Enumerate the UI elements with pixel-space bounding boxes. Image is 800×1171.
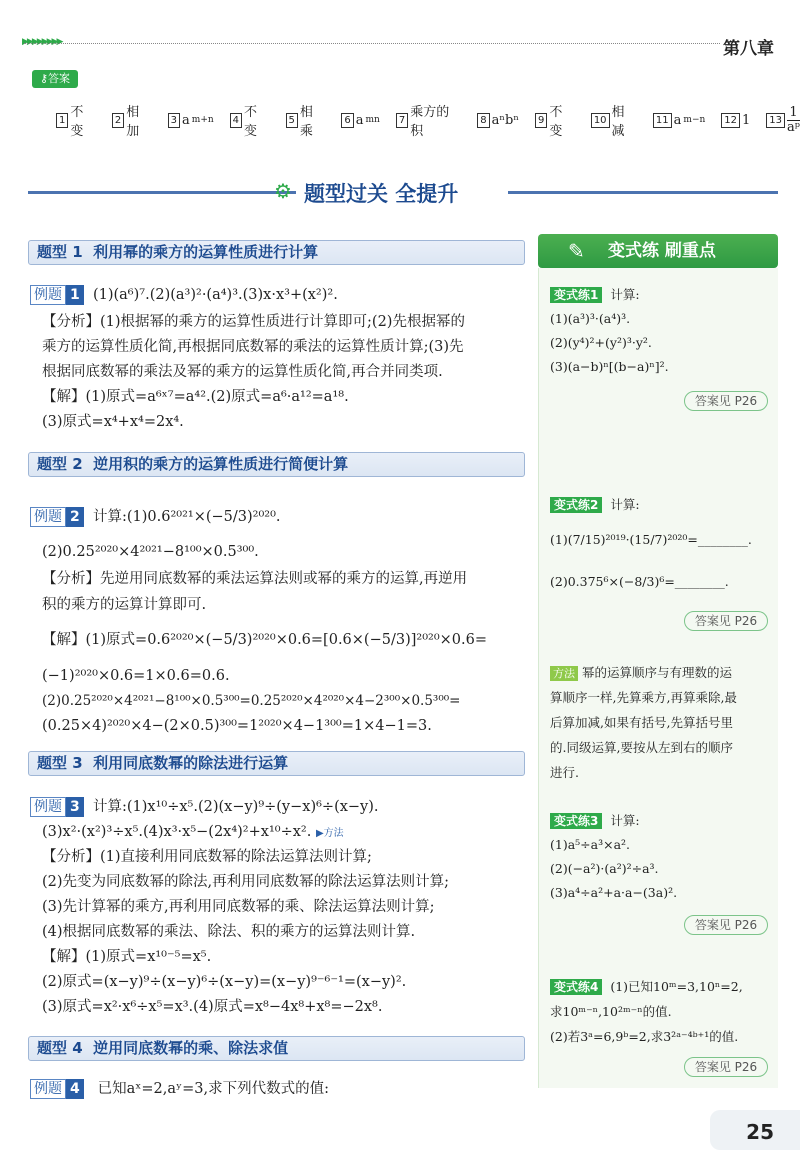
answer-text: 1: [742, 112, 751, 128]
type-3-bar: 题型 3 利用同底数幂的除法进行运算: [28, 751, 525, 776]
answer-text: 不变: [244, 105, 258, 139]
answer-text: 相减: [611, 105, 625, 139]
type-4-bar: 题型 4 逆用同底数幂的乘、除法求值: [28, 1036, 525, 1061]
method-link[interactable]: ▶方法: [315, 828, 344, 839]
example-1-question: 例题 1 (1)(a⁶)⁷.(2)(a³)²·(a⁴)³.(3)x·x³+(x²)².: [30, 283, 338, 308]
answer-item: [112, 101, 152, 139]
example-2-solution-3: (2)0.25²⁰²⁰×4²⁰²¹−8¹⁰⁰×0.5³⁰⁰=0.25²⁰²⁰×4²⁰²⁰×4−2³⁰⁰×0.5³⁰⁰=: [42, 693, 461, 709]
example-2-analysis-2: 积的乘方的运算计算即可.: [42, 597, 207, 613]
answer-item: [591, 101, 637, 139]
answer-item: 3 a m+n: [168, 113, 214, 128]
example-2-solution-2: (−1)²⁰²⁰×0.6=1×0.6=0.6.: [42, 668, 230, 684]
example-2-solution-1: 【解】(1)原式=0.6²⁰²⁰×(−5/3)²⁰²⁰×0.6=[0.6×(−5/3)]²⁰²⁰×0.6=: [42, 632, 487, 648]
student-icon: ✎: [568, 239, 585, 263]
variant-3-title: 变式练3 计算:: [550, 809, 640, 833]
answer-text: aⁿbⁿ: [491, 112, 519, 128]
answer-number: 12: [721, 113, 740, 128]
header-rule: [24, 43, 720, 44]
section-rule-right: [508, 191, 778, 194]
answer-text: a: [355, 112, 364, 128]
see-answer-button-3[interactable]: 答案见 P26: [684, 915, 768, 935]
answer-number: 8: [477, 113, 489, 128]
answer-text: 乘方的积: [410, 105, 450, 139]
variant-4-line-3: (2)若3ᵃ=6,9ᵇ=2,求3²ᵃ⁻⁴ᵇ⁺¹的值.: [550, 1029, 739, 1044]
see-answer-button-1[interactable]: 答案见 P26: [684, 391, 768, 411]
answer-number: 1: [56, 113, 68, 128]
answer-number: 6: [341, 113, 353, 128]
answer-number: 10: [591, 113, 610, 128]
fraction-denominator: aᵖ: [787, 119, 800, 135]
answer-number: 11: [653, 113, 672, 128]
example-4-question: 例题 4 已知aˣ=2,aʸ=3,求下列代数式的值:: [30, 1077, 329, 1102]
answer-item: [477, 113, 519, 128]
variant-2-title: 变式练2 计算:: [550, 493, 640, 517]
answer-number: 5: [286, 113, 298, 128]
variant-3-line-3: (3)a⁴÷a²+a·a−(3a)².: [550, 885, 678, 900]
answer-item: [535, 101, 575, 139]
example-1-analysis-1: 【分析】(1)根据幂的乘方的运算性质进行计算即可;(2)先根据幂的: [42, 314, 465, 330]
variant-4-line-1: 变式练4 (1)已知10ᵐ=3,10ⁿ=2,: [550, 975, 743, 999]
example-3-analysis-3: (3)先计算幂的乘方,再利用同底数幂的乘、除法运算法则计算;: [42, 899, 435, 915]
key-icon: ⚷: [39, 72, 49, 85]
example-2-question-1: 例题 2 计算:(1)0.6²⁰²¹×(−5/3)²⁰²⁰.: [30, 505, 281, 530]
section-title: 题型过关 全提升: [304, 182, 459, 206]
answer-text: 相乘: [299, 105, 313, 139]
method-line-4: 的.同级运算,要按从左到右的顺序: [550, 740, 733, 755]
example-2-solution-4: (0.25×4)²⁰²⁰×4−(2×0.5)³⁰⁰=1²⁰²⁰×4−1³⁰⁰=1×4−1=3.: [42, 718, 432, 734]
variant-3-line-1: (1)a⁵÷a³×a².: [550, 837, 631, 852]
example-3-analysis-2: (2)先变为同底数幂的除法,再利用同底数幂的除法运算法则计算;: [42, 874, 450, 890]
answer-number: 3: [168, 113, 180, 128]
answer-item: [286, 101, 326, 139]
example-1-analysis-2: 乘方的运算性质化简,再根据同底数幂的乘法的运算性质计算;(3)先: [42, 339, 464, 355]
variant-2-line-2: (2)0.375⁶×(−8/3)⁶=________.: [550, 574, 729, 589]
type-2-bar: 题型 2 逆用积的乘方的运算性质进行简便计算: [28, 452, 525, 477]
example-1-analysis-3: 根据同底数幂的乘法及幂的乘方的运算性质化简,再合并同类项.: [42, 364, 443, 380]
answer-item: 6 a mn: [341, 113, 379, 128]
answer-number: 4: [230, 113, 242, 128]
answer-text: 不变: [549, 105, 563, 139]
header-arrows: ▶▶▶▶▶▶▶▶: [22, 37, 62, 47]
answer-number: 9: [535, 113, 547, 128]
example-3-solution-2: (2)原式=(x−y)⁹÷(x−y)⁶÷(x−y)=(x−y)⁹⁻⁶⁻¹=(x−y)².: [42, 974, 407, 990]
example-3-solution-1: 【解】(1)原式=x¹⁰⁻⁵=x⁵.: [42, 949, 212, 965]
answer-list: [56, 101, 800, 139]
answer-item: 11 a m−n: [653, 113, 705, 128]
example-3-question-1: 例题 3 计算:(1)x¹⁰÷x⁵.(2)(x−y)⁹÷(y−x)⁶÷(x−y).: [30, 795, 379, 820]
method-line-2: 算顺序一样,先算乘方,再算乘除,最: [550, 690, 737, 705]
example-3-question-2: (3)x²·(x²)³÷x⁵.(4)x³·x⁵−(2x⁴)²+x¹⁰÷x². ▶方法: [42, 824, 344, 840]
answer-number: 7: [396, 113, 408, 128]
answer-text: 不变: [70, 105, 84, 139]
example-2-question-2: (2)0.25²⁰²⁰×4²⁰²¹−8¹⁰⁰×0.5³⁰⁰.: [42, 544, 259, 560]
answer-text: a: [673, 112, 682, 128]
example-1-solution-2: (3)原式=x⁴+x⁴=2x⁴.: [42, 414, 184, 430]
answer-item: [721, 113, 750, 128]
example-3-solution-3: (3)原式=x²·x⁶÷x⁵=x³.(4)原式=x⁸−4x⁸+x⁸=−2x⁸.: [42, 999, 383, 1015]
type-1-bar: 题型 1 利用幂的乘方的运算性质进行计算: [28, 240, 525, 265]
answer-item: [396, 101, 461, 139]
answer-badge: ⚷答案: [32, 70, 78, 88]
variant-1-line-3: (3)(a−b)ⁿ[(b−a)ⁿ]².: [550, 359, 669, 374]
answer-fraction: [787, 106, 800, 135]
fraction-numerator: 1: [789, 104, 798, 120]
variant-3-line-2: (2)(−a²)·(a²)²÷a³.: [550, 861, 659, 876]
answer-item: [230, 101, 270, 139]
right-header: ✎ 变式练 刷重点: [538, 234, 778, 268]
example-1-solution-1: 【解】(1)原式=a⁶ˣ⁷=a⁴².(2)原式=a⁶·a¹²=a¹⁸.: [42, 389, 349, 405]
example-2-analysis-1: 【分析】先逆用同底数幂的乘法运算法则或幂的乘方的运算,再逆用: [42, 571, 468, 587]
section-rule-left: [28, 191, 296, 194]
example-3-analysis-1: 【分析】(1)直接利用同底数幂的除法运算法则计算;: [42, 849, 372, 865]
method-line-5: 进行.: [550, 765, 579, 780]
variant-1-title: 变式练1 计算:: [550, 283, 640, 307]
page-number: 25: [746, 1120, 774, 1144]
chapter-title: 第八章: [723, 39, 774, 59]
answer-item: [766, 106, 800, 135]
answer-text: a: [182, 112, 190, 128]
see-answer-button-2[interactable]: 答案见 P26: [684, 611, 768, 631]
example-3-analysis-4: (4)根据同底数幂的乘法、除法、积的乘方的运算法则计算.: [42, 924, 416, 940]
variant-1-line-1: (1)(a³)³·(a⁴)³.: [550, 311, 631, 326]
answer-number: 2: [112, 113, 124, 128]
answer-number: 13: [766, 113, 785, 128]
variant-2-line-1: (1)(7/15)²⁰¹⁹·(15/7)²⁰²⁰=________.: [550, 532, 752, 547]
answer-text: 相加: [126, 105, 140, 139]
gear-icon: ⚙: [274, 179, 292, 203]
see-answer-button-4[interactable]: 答案见 P26: [684, 1057, 768, 1077]
answer-item: [56, 101, 96, 139]
method-line-3: 后算加减,如果有括号,先算括号里: [550, 715, 733, 730]
variant-1-line-2: (2)(y⁴)²+(y²)³·y².: [550, 335, 652, 350]
variant-4-line-2: 求10ᵐ⁻ⁿ,10²ᵐ⁻ⁿ的值.: [550, 1004, 672, 1019]
method-line-1: 方法 幂的运算顺序与有理数的运: [550, 661, 732, 685]
